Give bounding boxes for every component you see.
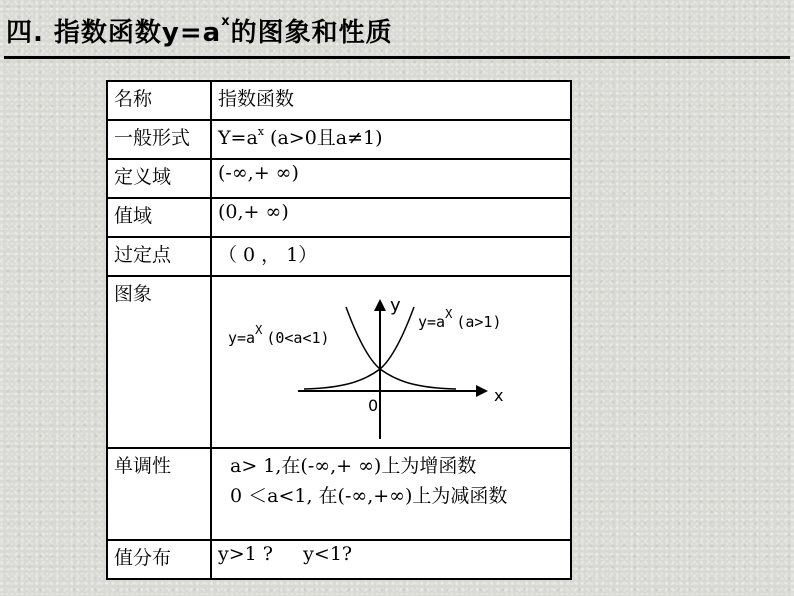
left-curve-label [228,323,330,347]
row-label: 名称 [107,81,211,120]
left-curve-exponent: X [255,323,263,337]
table-row [107,276,571,448]
table-row [107,81,571,120]
row-value: (0,+ ∞) [211,198,571,237]
table-row [107,540,571,579]
graph-svg [214,279,536,445]
row-value: 指数函数 [211,81,571,120]
origin-label: 0 [368,396,379,415]
title-suffix: 的图象和性质 [230,18,393,48]
row-value: (-∞,+ ∞) [211,159,571,198]
table-row [107,237,571,276]
x-axis-arrow [476,385,488,397]
row-label: 值域 [107,198,211,237]
exponential-graph [214,279,536,445]
slide-title [6,12,393,52]
row-label: 值分布 [107,540,211,579]
right-curve-label [418,307,501,331]
general-form-condition: (a>0且a≠1) [264,127,383,149]
table-row [107,159,571,198]
row-label: 过定点 [107,237,211,276]
y-axis-label: y [390,295,401,316]
row-value [211,448,571,540]
row-label: 单调性 [107,448,211,540]
row-value: （ 0 ， 1） [211,237,571,276]
title-prefix: 四. 指数函数y=a [6,18,222,48]
right-curve-base: y=a [418,313,446,331]
table-row [107,198,571,237]
row-label: 定义域 [107,159,211,198]
right-curve-exponent: X [445,307,453,321]
row-label: 一般形式 [107,120,211,159]
row-value: y>1 ? y<1? [211,540,571,579]
title-exponent: x [221,14,231,29]
y-axis-arrow [374,299,386,311]
right-curve-condition: (a>1) [456,313,502,331]
x-axis-label: x [494,386,504,405]
monotonic-decreasing: 0 ＜a<1, 在(-∞,+∞)上为减函数 [230,485,508,507]
general-form-base: Y=a [218,127,258,149]
graph-cell [211,276,571,448]
title-underline [4,56,790,59]
monotonic-increasing: a> 1,在(-∞,+ ∞)上为增函数 [230,455,477,477]
properties-table [106,80,572,580]
row-label: 图象 [107,276,211,448]
left-curve-condition: (0<a<1) [266,329,330,347]
table-row [107,448,571,540]
table-row [107,120,571,159]
left-curve-base: y=a [228,329,256,347]
curve-increasing [304,307,414,389]
row-value [211,120,571,159]
general-form-exponent: x [257,125,265,138]
